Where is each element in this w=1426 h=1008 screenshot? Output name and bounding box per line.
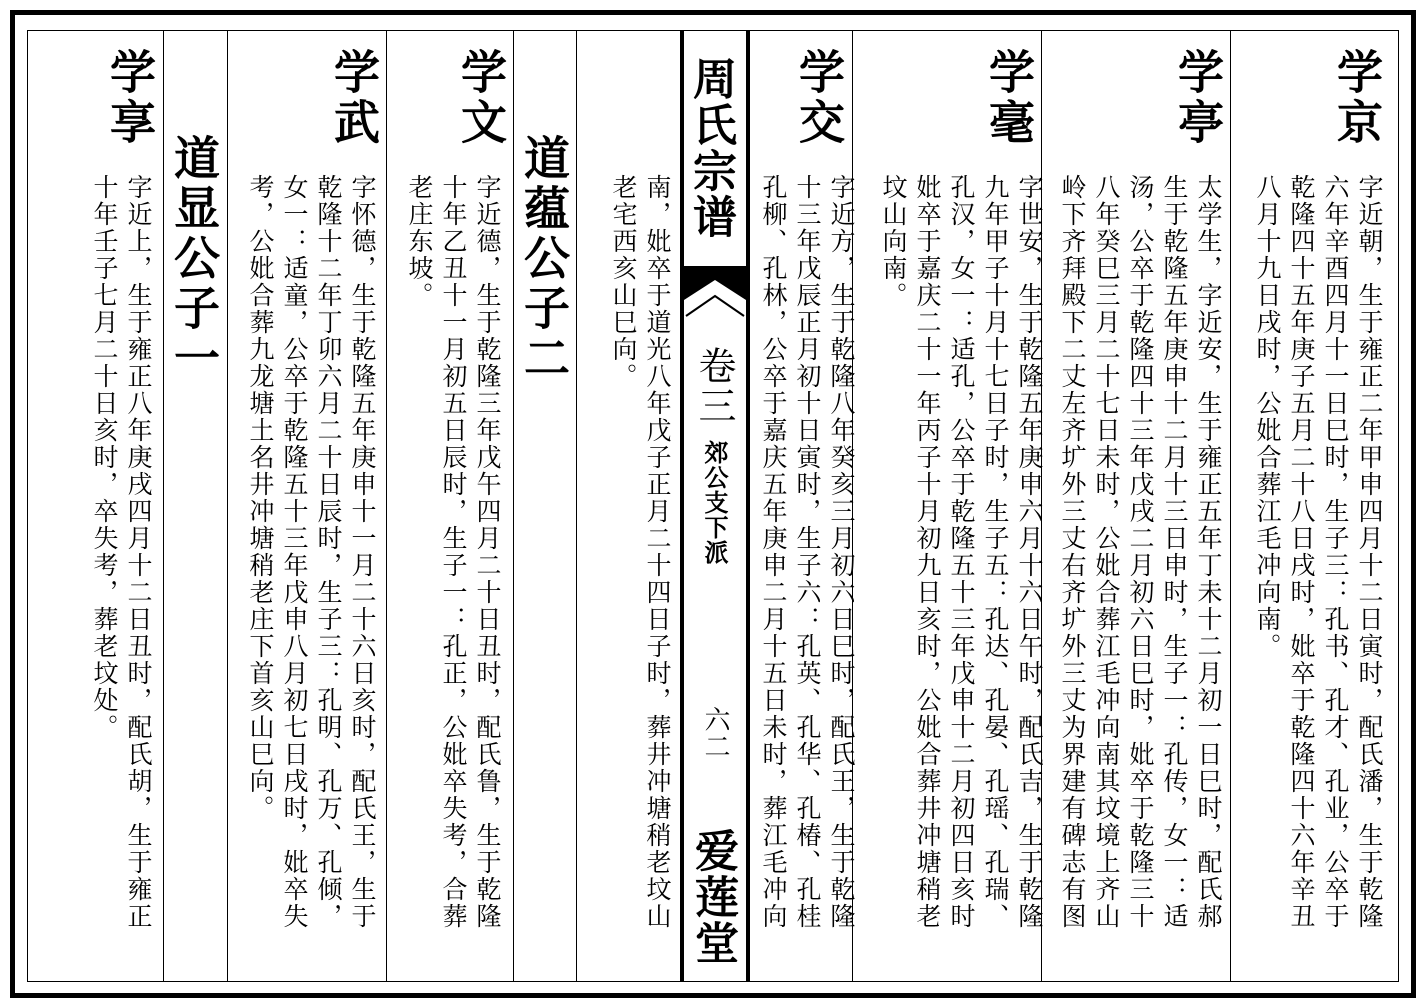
text-line: 乾隆四十五年庚子五月二十八日戌时，妣卒于乾隆四十六年辛丑 xyxy=(1287,174,1316,930)
text-line: 南，妣卒于道光八年戊子正月二十四日子时，葬井冲塘稍老坟山 xyxy=(643,174,672,930)
text-line: 孔汉，女一：适孔，公卒于乾隆五十三年戊申十二月初四日亥时 xyxy=(947,174,976,930)
band-border-right xyxy=(746,30,750,982)
band-border-left xyxy=(680,30,684,982)
text-line: 妣卒于嘉庆二十一年丙子十月初九日亥时，公妣合葬井冲塘稍老 xyxy=(913,174,942,930)
text-line: 汤，公卒于乾隆四十三年戊戌二月初六日巳时，妣卒于乾隆三十 xyxy=(1126,174,1155,930)
text-line: 岭下齐拜殿下二丈左齐圹外三丈右齐圹外三丈为界建有碑志有图 xyxy=(1058,174,1087,930)
entry-xueting xyxy=(1041,30,1230,982)
text-line: 字世安，生于乾隆五年庚申六月十六日午时，配氏吉，生于乾隆 xyxy=(1015,174,1044,930)
entry-xuewen xyxy=(386,30,513,982)
text-line: 老庄东坡。 xyxy=(405,174,434,309)
text-line: 太学生，字近安，生于雍正五年丁未十二月初一日巳时，配氏郝 xyxy=(1194,174,1223,930)
entry-text xyxy=(1250,174,1386,930)
entry-name: 学亭 xyxy=(1171,48,1225,148)
text-line: 乾隆十二年丁卯六月二十日辰时，生子三：孔明、孔万、孔倾， xyxy=(314,174,343,930)
text-line: 老宅西亥山巳向。 xyxy=(609,174,638,390)
text-line: 字近方，生于乾隆八年癸亥三月初六日巳时，配氏王，生于乾隆 xyxy=(827,174,856,930)
section-daoxian xyxy=(163,30,227,982)
fishtail-icon xyxy=(684,266,746,330)
text-line: 女一：适童，公卒于乾隆五十三年戊申八月初七日戌时，妣卒失 xyxy=(280,174,309,930)
entry-name: 学毫 xyxy=(982,48,1036,148)
entry-name: 学交 xyxy=(792,48,846,148)
entry-xuewu xyxy=(227,30,386,982)
page-number: 六二 xyxy=(700,706,730,760)
entry-name: 学武 xyxy=(327,48,381,148)
text-line: 字近朝，生于雍正二年甲申四月十二日寅时，配氏潘，生于乾隆 xyxy=(1355,174,1384,930)
text-line: 九年甲子十月十七日子时，生子五：孔达、孔晏、孔瑶、孔瑞、 xyxy=(981,174,1010,930)
center-band xyxy=(680,30,750,982)
entry-xuejiao xyxy=(750,30,856,982)
text-line: 十三年戊辰正月初十日寅时，生子六：孔英、孔华、孔椿、孔桂 xyxy=(793,174,822,930)
entry-xuehao xyxy=(852,30,1044,982)
text-line: 生于乾隆五年庚申十二月十三日申时，生子一：孔传，女一：适 xyxy=(1160,174,1189,930)
text-line: 六年辛酉四月十一日巳时，生子三：孔书、孔才、孔业，公卒于 xyxy=(1321,174,1350,930)
text-line: 八月十九日戌时，公妣合葬江毛冲向南。 xyxy=(1253,174,1282,660)
entry-text xyxy=(87,174,155,930)
text-line: 十年壬子七月二十日亥时，卒失考，葬老坟处。 xyxy=(90,174,119,741)
branch-label: 郊公支下派 xyxy=(700,440,729,565)
entry-text xyxy=(756,174,858,930)
hall-name: 爱莲堂 xyxy=(687,828,738,966)
entry-name: 学享 xyxy=(103,48,157,148)
entry-xuexiang xyxy=(27,30,163,982)
book-title: 周氏宗谱 xyxy=(685,56,736,240)
entry-text xyxy=(1055,174,1225,930)
entry-name: 学文 xyxy=(454,48,508,148)
text-line: 孔柳、孔林，公卒于嘉庆五年庚申二月十五日未时，葬江毛冲向 xyxy=(759,174,788,930)
entry-text xyxy=(243,174,379,930)
entry-text xyxy=(402,174,504,930)
text-line: 字近德，生于乾隆三年戊午四月二十日丑时，配氏鲁，生于乾隆 xyxy=(473,174,502,930)
entry-name: 学京 xyxy=(1330,48,1384,148)
section-heading: 道蕴公子二 xyxy=(517,134,571,384)
section-daoyun xyxy=(513,30,576,982)
entry-continuation xyxy=(576,30,680,982)
text-line: 字近上，生于雍正八年庚戌四月十二日丑时，配氏胡，生于雍正 xyxy=(124,174,153,930)
text-line: 字怀德，生于乾隆五年庚申十一月二十六日亥时，配氏王，生于 xyxy=(348,174,377,930)
entry-xuejing xyxy=(1230,30,1399,982)
volume-label: 卷三 xyxy=(692,346,736,426)
section-heading: 道显公子一 xyxy=(167,134,221,384)
text-line: 十年乙丑十一月初五日辰时，生子一：孔正，公妣卒失考，合葬 xyxy=(439,174,468,930)
entry-text xyxy=(606,174,674,930)
text-line: 考，公妣合葬九龙塘土名井冲塘稍老庄下首亥山巳向。 xyxy=(246,174,275,822)
text-line: 坟山向南。 xyxy=(879,174,908,309)
entry-text xyxy=(876,174,1046,930)
text-line: 八年癸巳三月二十七日未时，公妣合葬江毛冲向南其坟境上齐山 xyxy=(1092,174,1121,930)
